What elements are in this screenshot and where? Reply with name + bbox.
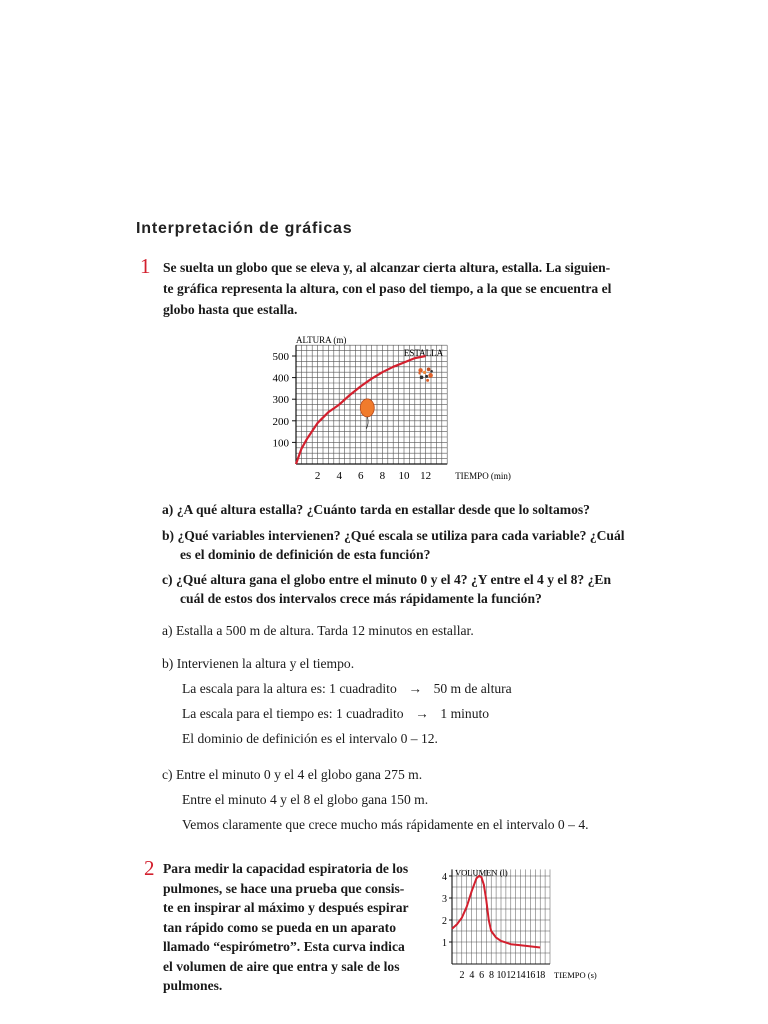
y-tick-label: 200 <box>272 415 289 428</box>
statement-line: Para medir la capacidad espiratoria de los <box>163 861 409 876</box>
y-tick-label: 500 <box>272 351 289 363</box>
x-axis-label: TIEMPO (min) <box>455 471 511 481</box>
burst-fragment <box>430 370 433 373</box>
x-tick-label: 14 <box>516 970 526 981</box>
answer-c-line: Entre el minuto 4 y el 8 el globo gana 150 m. <box>182 792 429 807</box>
answer-b-scale-altura <box>162 676 512 701</box>
volumen-chart <box>432 856 632 988</box>
statement-line: te gráfica representa la altura, con el paso del tiempo, a la que se encuentra el <box>163 281 612 296</box>
answer-c-line: c) Entre el minuto 0 y el 4 el globo gana 275 m. <box>162 767 423 782</box>
answer-b-scale-tiempo <box>162 701 512 726</box>
question-line: a) ¿A qué altura estalla? ¿Cuánto tarda en estallar desde que lo soltamos? <box>162 502 590 517</box>
scale-altura-text: La escala para la altura es: 1 cuadradito <box>182 681 397 696</box>
burst-fragment <box>423 371 426 374</box>
y-tick-label: 1 <box>442 938 447 949</box>
answer-b <box>162 651 512 751</box>
answer-b-domain: El dominio de definición es el intervalo 0 – 12. <box>182 731 438 746</box>
x-tick-label: 8 <box>488 970 494 981</box>
x-tick-label: 2 <box>314 470 321 482</box>
x-tick-label: 4 <box>469 970 474 981</box>
arrow-icon: → <box>415 706 429 721</box>
y-tick-label: 300 <box>272 394 289 407</box>
y-axis-label: VOLUMEN (l) <box>455 867 508 878</box>
scale-tiempo-text: La escala para el tiempo es: 1 cuadradito <box>182 706 404 721</box>
question-line: b) ¿Qué variables intervienen? ¿Qué escala se utiliza para cada variable? ¿Cuál <box>162 528 625 543</box>
y-tick-label: 3 <box>442 894 447 905</box>
y-tick-label: 100 <box>272 437 289 450</box>
statement-line: globo hasta que estalla. <box>163 302 298 317</box>
answer-c <box>162 762 589 837</box>
x-tick-label: 10 <box>398 470 410 482</box>
x-tick-label: 6 <box>358 470 364 482</box>
statement-line: te en inspirar al máximo y después espirar <box>163 900 409 915</box>
annotation-estalla: ESTALLA <box>403 348 444 359</box>
y-tick-label: 2 <box>442 916 447 927</box>
problem-number-1: 1 <box>140 254 151 278</box>
statement-line: Se suelta un globo que se eleva y, al alcanzar cierta altura, estalla. La siguien- <box>163 260 611 275</box>
question-line: cuál de estos dos intervalos crece más rápidamente la función? <box>180 591 542 606</box>
x-tick-label: 6 <box>479 970 484 981</box>
burst-fragment <box>428 373 433 378</box>
x-tick-label: 12 <box>420 470 432 482</box>
y-tick-label: 400 <box>272 372 289 385</box>
problem-number-2: 2 <box>144 856 155 880</box>
balloon-string-icon <box>366 417 368 429</box>
question-line: c) ¿Qué altura gana el globo entre el minuto 0 y el 4? ¿Y entre el 4 y el 8? ¿En <box>162 572 612 587</box>
scale-tiempo-value: 1 minuto <box>440 706 490 721</box>
section-title: Interpretación de gráficas <box>136 220 353 237</box>
answer-a: a) Estalla a 500 m de altura. Tarda 12 minutos en estallar. <box>162 623 474 638</box>
altura-chart <box>260 328 550 488</box>
statement-line: pulmones, se hace una prueba que consis- <box>163 880 405 896</box>
statement-line: el volumen de aire que entra y sale de los <box>163 958 400 974</box>
problem1-statement <box>163 257 643 320</box>
x-tick-label: 2 <box>459 970 465 981</box>
x-tick-label: 8 <box>379 470 386 482</box>
x-tick-label: 10 <box>496 970 506 981</box>
statement-line: pulmones. <box>163 978 223 993</box>
question-a <box>162 500 590 519</box>
burst-fragment <box>426 379 429 382</box>
problem2-statement <box>163 859 423 996</box>
x-tick-label: 16 <box>525 970 535 981</box>
x-axis-label: TIEMPO (s) <box>554 970 597 980</box>
answer-b-intro: b) Intervienen la altura y el tiempo. <box>162 656 355 671</box>
y-axis-label: ALTURA (m) <box>296 335 347 346</box>
y-tick-label: 4 <box>442 872 447 883</box>
x-tick-label: 12 <box>506 970 516 981</box>
burst-fragment <box>425 375 428 378</box>
x-tick-label: 4 <box>336 470 342 482</box>
burst-fragment <box>418 368 422 372</box>
balloon-icon <box>360 399 374 417</box>
question-c <box>162 570 611 608</box>
statement-line: llamado “espirómetro”. Esta curva indica <box>163 939 405 954</box>
burst-fragment <box>420 376 424 380</box>
question-b <box>162 526 625 564</box>
answer-c-line: Vemos claramente que crece mucho más rápidamente en el intervalo 0 – 4. <box>182 817 589 832</box>
scale-altura-value: 50 m de altura <box>433 681 512 696</box>
question-line: es el dominio de definición de esta función? <box>180 547 431 562</box>
x-tick-label: 18 <box>535 970 545 981</box>
burst-fragment <box>427 368 431 372</box>
statement-line: tan rápido como se pueda en un aparato <box>163 919 397 935</box>
burst-fragment <box>418 372 420 374</box>
arrow-icon: → <box>408 681 422 696</box>
